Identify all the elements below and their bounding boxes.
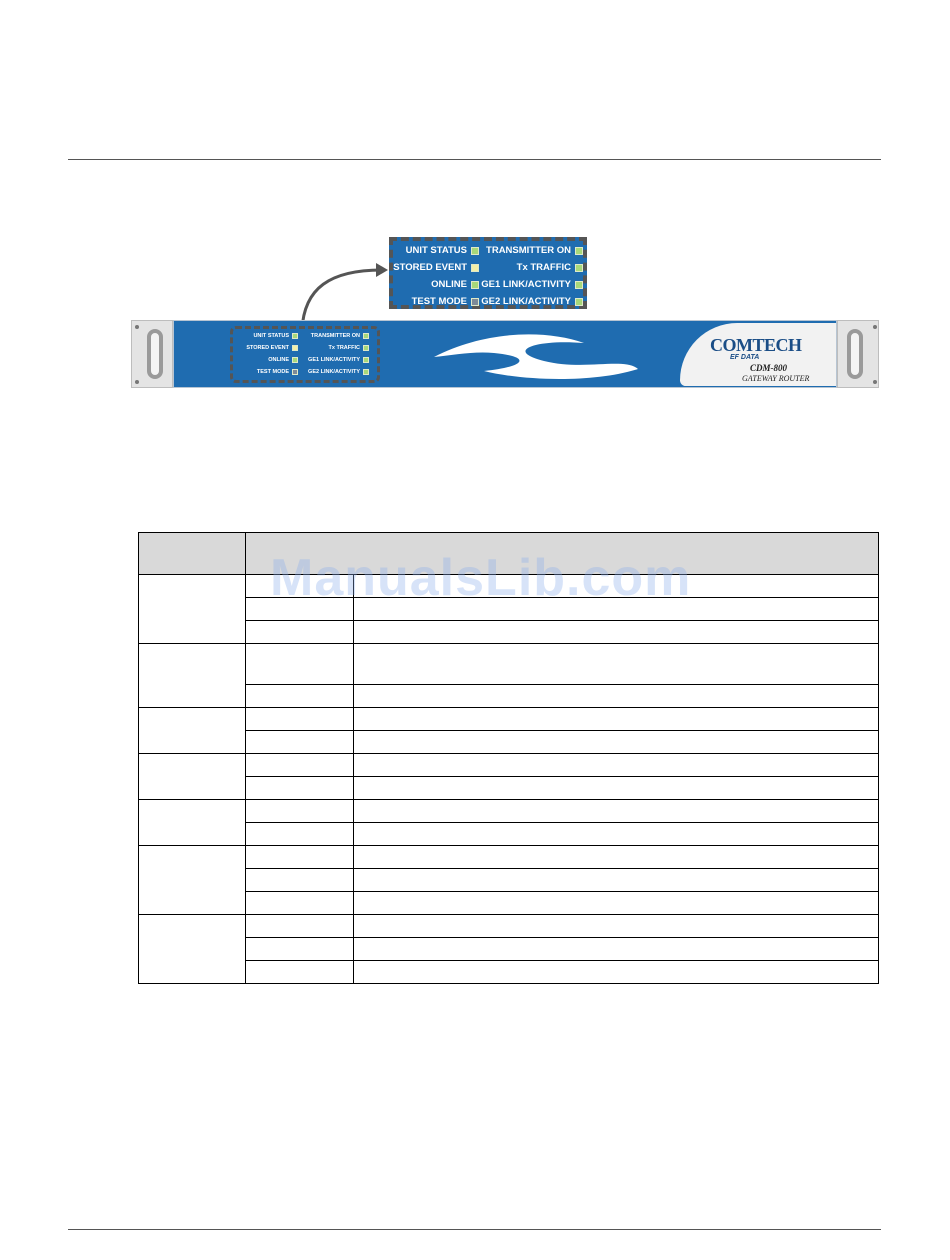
description-cell	[354, 846, 879, 869]
bottom-rule	[68, 1229, 881, 1230]
state-cell	[246, 892, 354, 915]
state-cell	[246, 708, 354, 731]
state-cell	[246, 846, 354, 869]
table-row	[139, 731, 879, 754]
led-label: GE1 LINK/ACTIVITY	[308, 357, 360, 363]
table-row	[139, 892, 879, 915]
table-row	[139, 961, 879, 984]
right-handle	[847, 329, 863, 379]
product-name: GATEWAY ROUTER	[742, 374, 810, 383]
description-cell	[354, 869, 879, 892]
table-row	[139, 777, 879, 800]
led-label: GE2 LINK/ACTIVITY	[308, 369, 360, 375]
watermark: ManualsLib.com	[270, 549, 692, 607]
led-label: TEST MODE	[256, 369, 289, 375]
state-cell	[246, 961, 354, 984]
description-cell	[354, 938, 879, 961]
state-cell	[246, 915, 354, 938]
zoom-led-ge2	[479, 296, 583, 307]
state-cell	[246, 800, 354, 823]
led-label: Tx TRAFFIC	[516, 262, 571, 273]
led-label: GE2 LINK/ACTIVITY	[481, 296, 571, 307]
description-cell	[354, 685, 879, 708]
description-cell	[354, 708, 879, 731]
description-cell	[354, 777, 879, 800]
state-cell	[246, 644, 354, 685]
group-cell	[139, 846, 246, 915]
zoom-led-transmitter-on	[479, 245, 583, 256]
group-cell	[139, 754, 246, 800]
led-label: UNIT STATUS	[405, 245, 467, 256]
led-zoom-callout	[389, 237, 587, 309]
description-cell	[354, 892, 879, 915]
led-label: ONLINE	[268, 357, 289, 363]
state-cell	[246, 731, 354, 754]
panel-led-highlight-frame	[230, 326, 380, 383]
group-cell	[139, 800, 246, 846]
state-cell	[246, 938, 354, 961]
led-indicator	[471, 247, 479, 255]
led-label: ONLINE	[431, 279, 467, 290]
left-rack-ear	[131, 320, 173, 388]
state-cell	[246, 621, 354, 644]
table-row	[139, 754, 879, 777]
state-cell	[246, 777, 354, 800]
top-rule	[68, 159, 881, 160]
brand-sub: EF DATA	[730, 354, 760, 361]
description-cell	[354, 961, 879, 984]
zoom-led-tx-traffic	[479, 262, 583, 273]
led-label: GE1 LINK/ACTIVITY	[481, 279, 571, 290]
description-cell	[354, 731, 879, 754]
header-cell-led	[139, 533, 246, 575]
table-row	[139, 621, 879, 644]
description-cell	[354, 915, 879, 938]
description-cell	[354, 754, 879, 777]
zoom-led-stored-event	[393, 262, 479, 273]
state-cell	[246, 685, 354, 708]
swoosh-graphic	[424, 327, 644, 383]
description-cell	[354, 621, 879, 644]
group-cell	[139, 708, 246, 754]
led-label: STORED EVENT	[246, 345, 289, 351]
state-cell	[246, 823, 354, 846]
table-row	[139, 800, 879, 823]
table-row	[139, 846, 879, 869]
led-label: UNIT STATUS	[253, 333, 289, 339]
zoom-led-ge1	[479, 279, 583, 290]
led-indicator	[575, 247, 583, 255]
led-label: STORED EVENT	[393, 262, 467, 273]
table-row	[139, 708, 879, 731]
description-cell	[354, 800, 879, 823]
state-cell	[246, 754, 354, 777]
right-rack-ear	[837, 320, 879, 388]
logo-area	[680, 323, 837, 386]
table-row	[139, 685, 879, 708]
zoom-led-test-mode	[393, 296, 479, 307]
state-cell	[246, 869, 354, 892]
led-indicator	[471, 264, 479, 272]
table-row	[139, 915, 879, 938]
description-cell	[354, 644, 879, 685]
table-row	[139, 644, 879, 685]
led-label: TEST MODE	[411, 296, 467, 307]
table-row	[139, 823, 879, 846]
group-cell	[139, 915, 246, 984]
led-label: TRANSMITTER ON	[486, 245, 571, 256]
table-row	[139, 938, 879, 961]
led-indicator	[471, 298, 479, 306]
brand-logo: COMTECH	[710, 335, 802, 355]
led-indicator	[471, 281, 479, 289]
model-name: CDM-800	[750, 363, 788, 373]
description-cell	[354, 823, 879, 846]
led-label: TRANSMITTER ON	[310, 333, 360, 339]
zoom-led-online	[393, 279, 479, 290]
left-handle	[147, 329, 163, 379]
zoom-led-unit-status	[393, 245, 479, 256]
table-row	[139, 869, 879, 892]
group-cell	[139, 575, 246, 644]
led-indicator	[575, 264, 583, 272]
led-indicator	[575, 298, 583, 306]
led-indicator	[575, 281, 583, 289]
group-cell	[139, 644, 246, 708]
led-label: Tx TRAFFIC	[328, 345, 360, 351]
